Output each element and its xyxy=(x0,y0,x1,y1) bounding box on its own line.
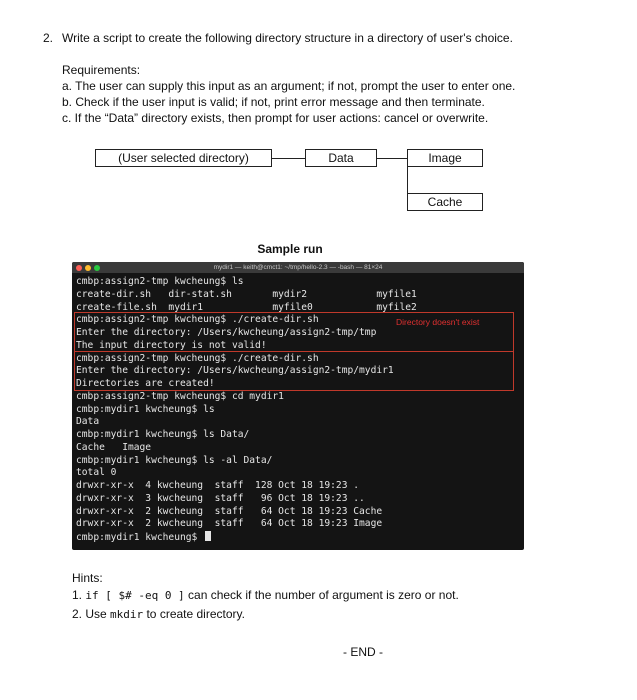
terminal-line: drwxr-xr-x 2 kwcheung staff 64 Oct 18 19:23 Cache xyxy=(76,505,383,517)
data-directory-box: Data xyxy=(305,149,377,167)
question-number: 2. xyxy=(43,31,54,45)
hints-heading: Hints: xyxy=(72,571,103,585)
root-directory-box: (User selected directory) xyxy=(95,149,272,167)
hint-1-code: if [ $# -eq 0 ] xyxy=(85,589,185,602)
end-marker: - END - xyxy=(343,645,383,659)
terminal-titlebar xyxy=(72,262,524,273)
terminal-line: Enter the directory: /Users/kwcheung/assign2-tmp/tmp xyxy=(76,327,377,338)
cache-directory-box: Cache xyxy=(407,193,483,211)
hint-2 xyxy=(72,607,245,621)
hint-1 xyxy=(72,588,459,602)
terminal-line: cmbp:assign2-tmp kwcheung$ ls xyxy=(76,276,244,287)
requirement-b: b. Check if the user input is valid; if not, print error message and then terminate. xyxy=(62,95,485,109)
requirement-a: a. The user can supply this input as an argument; if not, prompt the user to enter one. xyxy=(62,79,516,93)
hint-2-code: mkdir xyxy=(110,608,144,621)
connector-data-image xyxy=(377,158,407,159)
image-directory-box: Image xyxy=(407,149,483,167)
hint-1-prefix: 1. xyxy=(72,588,86,602)
hint-2-prefix: 2. Use xyxy=(72,607,111,621)
terminal-line: cmbp:assign2-tmp kwcheung$ ./create-dir.sh xyxy=(76,314,319,326)
terminal-line: total 0 xyxy=(76,467,117,479)
hint-1-suffix: can check if the number of argument is zero or not. xyxy=(184,588,459,602)
connector-root-data xyxy=(272,158,305,159)
hint-2-suffix: to create directory. xyxy=(143,607,245,621)
terminal-window xyxy=(72,262,524,550)
directory-not-exist-note: Directory doesn't exist xyxy=(396,317,480,327)
terminal-line: cmbp:assign2-tmp kwcheung$ ./create-dir.sh xyxy=(76,352,319,364)
terminal-prompt: cmbp:mydir1 kwcheung$ xyxy=(76,532,204,543)
highlight-valid-run xyxy=(74,351,514,391)
question-text: Write a script to create the following directory structure in a directory of user's choice. xyxy=(62,31,513,45)
terminal-line: create-dir.sh dir-stat.sh mydir2 myfile1 xyxy=(76,288,417,300)
terminal-title: mydir1 — keith@cmct1: ~/tmp/hello-2.3 — -bash — 81×24 xyxy=(213,264,383,271)
cursor-icon xyxy=(205,531,211,541)
terminal-line: cmbp:assign2-tmp kwcheung$ cd mydir1 xyxy=(76,390,284,402)
terminal-line: cmbp:mydir1 kwcheung$ ls xyxy=(76,403,215,415)
terminal-line: The input directory is not valid! xyxy=(76,339,267,351)
terminal-line: cmbp:mydir1 kwcheung$ ls Data/ xyxy=(76,429,250,440)
requirements-heading: Requirements: xyxy=(62,63,141,77)
sample-run-heading: Sample run xyxy=(257,242,323,256)
terminal-line: drwxr-xr-x 4 kwcheung staff 128 Oct 18 19:23 . xyxy=(76,480,360,491)
terminal-line: Cache Image xyxy=(76,441,152,453)
terminal-line: Data xyxy=(76,416,100,428)
terminal-line: cmbp:mydir1 kwcheung$ ls -al Data/ xyxy=(76,454,273,466)
terminal-line: drwxr-xr-x 3 kwcheung staff 96 Oct 18 19:23 .. xyxy=(76,492,365,504)
terminal-line: Enter the directory: /Users/kwcheung/assign2-tmp/mydir1 xyxy=(76,365,394,377)
terminal-prompt-line[interactable] xyxy=(76,531,417,544)
terminal-line: drwxr-xr-x 2 kwcheung staff 64 Oct 18 19:23 Image xyxy=(76,518,383,530)
terminal-line: create-file.sh mydir1 myfile0 myfile2 xyxy=(76,301,417,313)
requirement-c: c. If the “Data” directory exists, then prompt for user actions: cancel or overwrite. xyxy=(62,111,489,125)
terminal-line: Directories are created! xyxy=(76,378,215,389)
